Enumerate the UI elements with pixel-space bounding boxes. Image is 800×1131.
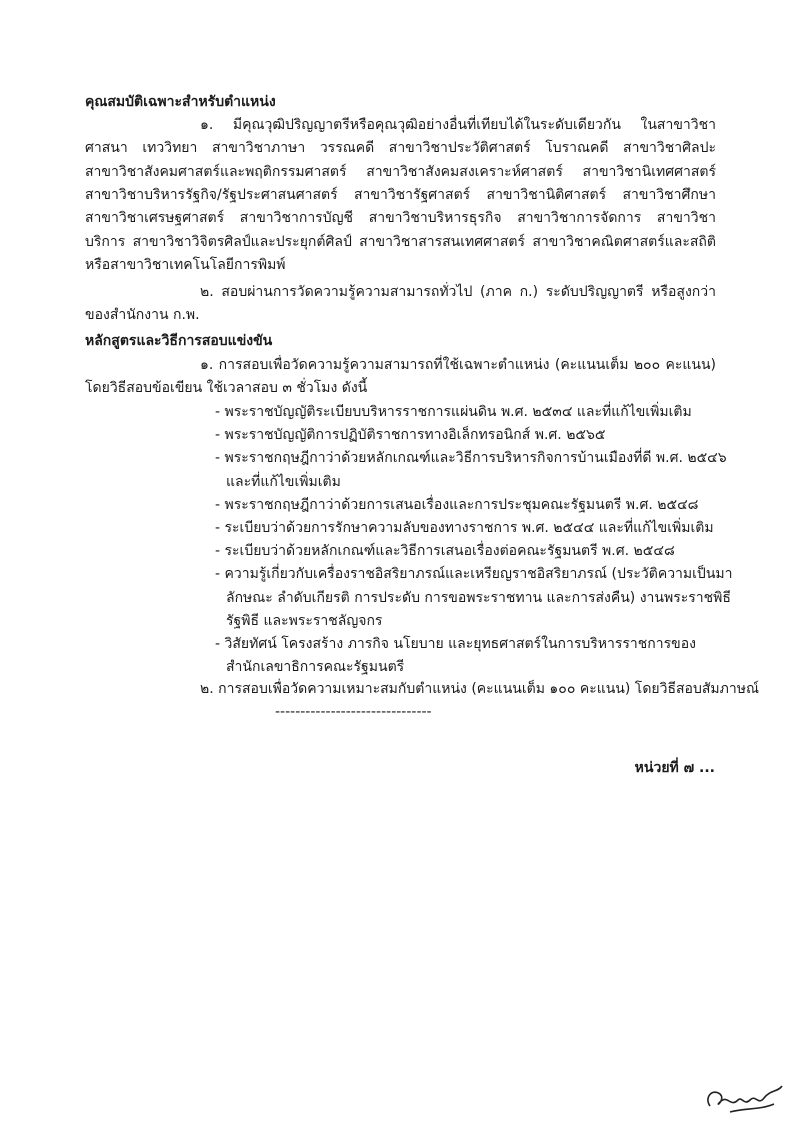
- curriculum-heading: หลักสูตรและวิธีการสอบแข่งขัน: [85, 333, 273, 349]
- qualifications-heading: คุณสมบัติเฉพาะสำหรับตำแหน่ง: [85, 94, 276, 110]
- text-line: สาขาวิชาสังคมศาสตร์และพฤติกรรมศาสตร์ สาขาวิชาสังคมสงเคราะห์ศาสตร์ สาขาวิชานิเทศศาสตร์: [85, 163, 716, 180]
- exam-topic-line: - ระเบียบว่าด้วยการรักษาความลับของทางราชการ พ.ศ. ๒๕๔๔ และที่แก้ไขเพิ่มเติม: [215, 520, 714, 536]
- signature: [700, 1078, 785, 1122]
- text-line: สาขาวิชาเศรษฐศาสตร์ สาขาวิชาการบัญชี สาขาวิชาบริหารธุรกิจ สาขาวิชาการจัดการ สาขาวิชา: [85, 210, 716, 227]
- text-line: ๑. การสอบเพื่อวัดความรู้ความสามารถที่ใช้เฉพาะตำแหน่ง (คะแนนเต็ม ๒๐๐ คะแนน): [200, 357, 716, 373]
- text-line: บริการ สาขาวิชาวิจิตรศิลป์และประยุกต์ศิลป์ สาขาวิชาสารสนเทศศาสตร์ สาขาวิชาคณิตศาสตร์และสถิติ: [85, 233, 716, 250]
- text-line: หรือสาขาวิชาเทคโนโลยีการพิมพ์: [85, 256, 286, 273]
- separator: -------------------------------: [275, 704, 432, 720]
- exam-topic-line: - ความรู้เกี่ยวกับเครื่องราชอิสริยาภรณ์และเหรียญราชอิสริยาภรณ์ (ประวัติความเป็นมา: [215, 566, 733, 583]
- continuation-marker: หน่วยที่ ๗ ...: [634, 760, 715, 776]
- text-line: ของสำนักงาน ก.พ.: [85, 307, 200, 324]
- exam-topic-line: ลักษณะ ลำดับเกียรติ การประดับ การขอพระราชทาน และการส่งคืน) งานพระราชพิธี: [226, 589, 731, 606]
- text-line: ๒. สอบผ่านการวัดความรู้ความสามารถทั่วไป (ภาค ก.) ระดับปริญญาตรี หรือสูงกว่า: [200, 284, 716, 300]
- exam-topic-line: - พระราชกฤษฎีกาว่าด้วยหลักเกณฑ์และวิธีการบริหารกิจการบ้านเมืองที่ดี พ.ศ. ๒๕๔๖: [215, 450, 727, 467]
- exam-topic-line: - พระราชกฤษฎีกาว่าด้วยการเสนอเรื่องและการประชุมคณะรัฐมนตรี พ.ศ. ๒๕๔๘: [215, 496, 699, 513]
- text-line: โดยวิธีสอบข้อเขียน ใช้เวลาสอบ ๓ ชั่วโมง ดังนี้: [85, 380, 368, 397]
- text-line: สาขาวิชาบริหารรัฐกิจ/รัฐประศาสนศาสตร์ สาขาวิชารัฐศาสตร์ สาขาวิชานิติศาสตร์ สาขาวิชาศึกษา: [85, 186, 716, 203]
- curriculum-item-2: ๒. การสอบเพื่อวัดความเหมาะสมกับตำแหน่ง (คะแนนเต็ม ๑๐๐ คะแนน) โดยวิธีสอบสัมภาษณ์: [200, 681, 759, 697]
- text-line: ๑. มีคุณวุฒิปริญญาตรีหรือคุณวุฒิอย่างอื่นที่เทียบได้ในระดับเดียวกัน ในสาขาวิชา: [200, 117, 716, 133]
- exam-topic-line: รัฐพิธี และพระราชลัญจกร: [226, 612, 383, 629]
- exam-topic-line: - พระราชบัญญัติระเบียบบริหารราชการแผ่นดิน พ.ศ. ๒๕๓๔ และที่แก้ไขเพิ่มเติม: [215, 404, 692, 420]
- exam-topic-line: - พระราชบัญญัติการปฏิบัติราชการทางอิเล็กทรอนิกส์ พ.ศ. ๒๕๖๕: [215, 427, 606, 444]
- exam-topic-line: - วิสัยทัศน์ โครงสร้าง ภารกิจ นโยบาย และยุทธศาสตร์ในการบริหารราชการของ: [215, 636, 696, 652]
- text-line: ศาสนา เทววิทยา สาขาวิชาภาษา วรรณคดี สาขาวิชาประวัติศาสตร์ โบราณคดี สาขาวิชาศิลปะ: [85, 140, 716, 157]
- exam-topic-line: และที่แก้ไขเพิ่มเติม: [226, 473, 341, 490]
- exam-topic-line: - ระเบียบว่าด้วยหลักเกณฑ์และวิธีการเสนอเรื่องต่อคณะรัฐมนตรี พ.ศ. ๒๕๔๘: [215, 543, 675, 560]
- exam-topic-line: สำนักเลขาธิการคณะรัฐมนตรี: [226, 659, 405, 676]
